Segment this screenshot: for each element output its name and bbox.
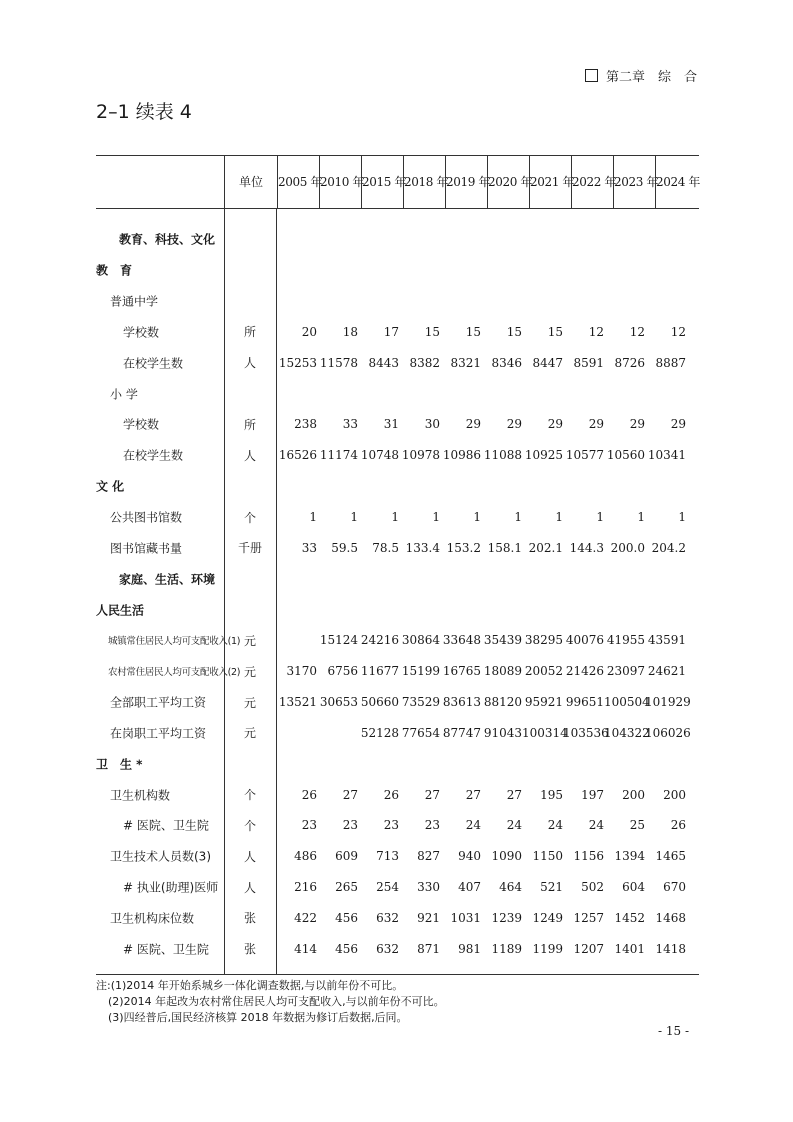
row-label: 在校学生数 xyxy=(123,356,184,371)
value-cell: 940 xyxy=(458,849,481,864)
value-cell: 78.5 xyxy=(372,540,399,555)
value-cell: 1 xyxy=(514,510,522,525)
value-cell: 59.5 xyxy=(331,540,358,555)
value-cell: 20052 xyxy=(524,664,563,679)
value-cell: 87747 xyxy=(442,725,481,740)
value-cell: 41955 xyxy=(606,633,645,648)
value-cell: 1249 xyxy=(532,910,563,925)
value-cell: 1394 xyxy=(614,849,645,864)
value-cell: 238 xyxy=(294,417,317,432)
value-cell: 17 xyxy=(383,324,399,339)
value-cell: 13521 xyxy=(278,695,317,710)
value-cell: 77654 xyxy=(401,725,440,740)
value-cell: 10577 xyxy=(565,448,604,463)
value-cell: 15199 xyxy=(401,664,440,679)
value-cell: 23 xyxy=(342,818,358,833)
table-row xyxy=(96,378,699,409)
value-cell: 12 xyxy=(670,324,686,339)
row-label: 学校数 xyxy=(123,417,160,432)
value-cell: 254 xyxy=(376,880,399,895)
value-cell: 40076 xyxy=(565,633,604,648)
value-cell: 106026 xyxy=(645,725,691,740)
value-cell: 265 xyxy=(335,880,358,895)
row-label: 城镇常住居民人均可支配收入(1) xyxy=(108,636,241,648)
value-cell: 15124 xyxy=(319,633,358,648)
value-cell: 10341 xyxy=(647,448,686,463)
value-cell: 1 xyxy=(473,510,481,525)
value-cell: 1468 xyxy=(655,910,686,925)
unit-cell: 个 xyxy=(243,510,256,525)
value-cell: 30864 xyxy=(401,633,440,648)
value-cell: 1156 xyxy=(573,849,604,864)
value-cell: 871 xyxy=(417,941,440,956)
row-label: 卫生机构数 xyxy=(110,788,171,803)
value-cell: 18 xyxy=(342,324,358,339)
value-cell: 27 xyxy=(506,787,522,802)
table-row xyxy=(96,502,699,533)
value-cell: 27 xyxy=(342,787,358,802)
value-cell: 1465 xyxy=(655,849,686,864)
table-row xyxy=(96,532,699,563)
value-cell: 35439 xyxy=(483,633,522,648)
chapter-title: 第二章 综 合 xyxy=(605,70,697,85)
square-icon xyxy=(585,69,598,82)
value-cell: 103536 xyxy=(563,725,609,740)
value-cell: 1452 xyxy=(614,910,645,925)
unit-cell: 元 xyxy=(243,664,256,679)
value-cell: 10986 xyxy=(442,448,481,463)
value-cell: 31 xyxy=(383,417,399,432)
value-cell: 100314 xyxy=(522,725,568,740)
value-cell: 8443 xyxy=(368,355,399,370)
table-row xyxy=(96,718,699,749)
value-cell: 1199 xyxy=(532,941,563,956)
table-row xyxy=(96,810,699,841)
value-cell: 99651 xyxy=(565,695,604,710)
row-label: 人民生活 xyxy=(96,603,145,618)
value-cell: 104322 xyxy=(604,725,650,740)
year-header: 2021 年 xyxy=(529,156,571,208)
value-cell: 1090 xyxy=(491,849,522,864)
row-label: 教 育 xyxy=(96,263,133,278)
value-cell: 1 xyxy=(432,510,440,525)
value-cell: 8321 xyxy=(450,355,481,370)
row-label: 农村常住居民人均可支配收入(2) xyxy=(108,667,241,679)
row-label: # 执业(助理)医师 xyxy=(123,880,219,895)
table-row xyxy=(96,779,699,810)
table-row xyxy=(96,687,699,718)
year-header: 2024 年 xyxy=(655,156,697,208)
year-header: 2018 年 xyxy=(403,156,445,208)
row-label: 普通中学 xyxy=(110,294,159,309)
value-cell: 24216 xyxy=(360,633,399,648)
table-row xyxy=(96,440,699,471)
value-cell: 91043 xyxy=(483,725,522,740)
value-cell: 23 xyxy=(301,818,317,833)
value-cell: 88120 xyxy=(483,695,522,710)
value-cell: 1 xyxy=(555,510,563,525)
value-cell: 8726 xyxy=(614,355,645,370)
value-cell: 15 xyxy=(506,324,522,339)
unit-cell: 所 xyxy=(243,325,256,340)
value-cell: 200 xyxy=(622,787,645,802)
value-cell: 15 xyxy=(465,324,481,339)
value-cell: 11174 xyxy=(319,448,358,463)
value-cell: 632 xyxy=(376,910,399,925)
value-cell: 1 xyxy=(391,510,399,525)
value-cell: 486 xyxy=(294,849,317,864)
value-cell: 29 xyxy=(670,417,686,432)
value-cell: 827 xyxy=(417,849,440,864)
value-cell: 43591 xyxy=(647,633,686,648)
value-cell: 200.0 xyxy=(610,540,645,555)
value-cell: 30653 xyxy=(319,695,358,710)
value-cell: 200 xyxy=(663,787,686,802)
table-row xyxy=(96,286,699,317)
row-label: # 医院、卫生院 xyxy=(123,818,209,833)
unit-cell: 千册 xyxy=(237,541,262,556)
value-cell: 202.1 xyxy=(528,540,563,555)
unit-cell: 所 xyxy=(243,417,256,432)
value-cell: 29 xyxy=(465,417,481,432)
value-cell: 133.4 xyxy=(405,540,440,555)
value-cell: 1 xyxy=(637,510,645,525)
year-header: 2010 年 xyxy=(319,156,361,208)
value-cell: 33648 xyxy=(442,633,481,648)
value-cell: 26 xyxy=(670,818,686,833)
row-label: 教育、科技、文化 xyxy=(119,232,216,247)
year-header: 2005 年 xyxy=(277,156,319,208)
value-cell: 921 xyxy=(417,910,440,925)
row-label: 卫 生 * xyxy=(96,757,143,772)
value-cell: 981 xyxy=(458,941,481,956)
row-label: 公共图书馆数 xyxy=(110,510,183,525)
year-header: 2023 年 xyxy=(613,156,655,208)
year-header: 2019 年 xyxy=(445,156,487,208)
table-row xyxy=(96,255,699,286)
value-cell: 24621 xyxy=(647,664,686,679)
table-row xyxy=(96,656,699,687)
unit-cell: 人 xyxy=(243,849,256,864)
value-cell: 12 xyxy=(629,324,645,339)
value-cell: 502 xyxy=(581,880,604,895)
value-cell: 195 xyxy=(540,787,563,802)
label-header-cell xyxy=(96,156,224,208)
value-cell: 604 xyxy=(622,880,645,895)
value-cell: 456 xyxy=(335,910,358,925)
unit-cell: 张 xyxy=(243,942,256,957)
row-label: 文 化 xyxy=(96,479,125,494)
value-cell: 24 xyxy=(465,818,481,833)
footnote: (3)四经普后,国民经济核算 2018 年数据为修订后数据,后同。 xyxy=(108,1011,408,1024)
value-cell: 670 xyxy=(663,880,686,895)
value-cell: 3170 xyxy=(286,664,317,679)
value-cell: 158.1 xyxy=(487,540,522,555)
year-header: 2020 年 xyxy=(487,156,529,208)
value-cell: 11578 xyxy=(319,355,358,370)
value-cell: 1207 xyxy=(573,941,604,956)
value-cell: 24 xyxy=(588,818,604,833)
value-cell: 1239 xyxy=(491,910,522,925)
value-cell: 1 xyxy=(678,510,686,525)
unit-cell: 个 xyxy=(243,788,256,803)
table-row xyxy=(96,625,699,656)
value-cell: 26 xyxy=(301,787,317,802)
footnotes xyxy=(96,978,445,1026)
value-cell: 16765 xyxy=(442,664,481,679)
value-cell: 6756 xyxy=(327,664,358,679)
value-cell: 73529 xyxy=(401,695,440,710)
value-cell: 101929 xyxy=(645,695,691,710)
value-cell: 10560 xyxy=(606,448,645,463)
footnote: 注:(1)2014 年开始系城乡一体化调查数据,与以前年份不可比。 xyxy=(96,979,404,992)
unit-cell: 人 xyxy=(243,880,256,895)
value-cell: 10978 xyxy=(401,448,440,463)
row-label: 学校数 xyxy=(123,325,160,340)
value-cell: 1150 xyxy=(532,849,563,864)
value-cell: 25 xyxy=(629,818,645,833)
value-cell: 26 xyxy=(383,787,399,802)
row-label: 卫生技术人员数(3) xyxy=(110,849,211,864)
value-cell: 29 xyxy=(588,417,604,432)
value-cell: 1418 xyxy=(655,941,686,956)
footnote: (2)2014 年起改为农村常住居民人均可支配收入,与以前年份不可比。 xyxy=(108,995,445,1008)
value-cell: 8346 xyxy=(491,355,522,370)
table-row xyxy=(96,471,699,502)
value-cell: 1189 xyxy=(491,941,522,956)
row-label: 在校学生数 xyxy=(123,448,184,463)
value-cell: 422 xyxy=(294,910,317,925)
row-label: 小 学 xyxy=(110,387,138,402)
unit-cell: 张 xyxy=(243,911,256,926)
value-cell: 1257 xyxy=(573,910,604,925)
value-cell: 24 xyxy=(547,818,563,833)
value-cell: 197 xyxy=(581,787,604,802)
table-row xyxy=(96,317,699,348)
page-title: 2–1 续表 4 xyxy=(96,101,192,123)
value-cell: 50660 xyxy=(360,695,399,710)
value-cell: 632 xyxy=(376,941,399,956)
value-cell: 33 xyxy=(301,540,317,555)
value-cell: 1401 xyxy=(614,941,645,956)
value-cell: 456 xyxy=(335,941,358,956)
table-row xyxy=(96,933,699,964)
value-cell: 153.2 xyxy=(446,540,481,555)
row-label: 在岗职工平均工资 xyxy=(110,726,207,741)
row-label: 图书馆藏书量 xyxy=(110,541,183,556)
table-row xyxy=(96,872,699,903)
value-cell: 10748 xyxy=(360,448,399,463)
unit-cell: 元 xyxy=(243,695,256,710)
value-cell: 16526 xyxy=(278,448,317,463)
row-label: 全部职工平均工资 xyxy=(110,695,207,710)
value-cell: 216 xyxy=(294,880,317,895)
value-cell: 38295 xyxy=(524,633,563,648)
value-cell: 8382 xyxy=(409,355,440,370)
chapter-header xyxy=(585,66,697,85)
value-cell: 11677 xyxy=(360,664,399,679)
unit-cell: 人 xyxy=(243,448,256,463)
table-row xyxy=(96,594,699,625)
value-cell: 10925 xyxy=(524,448,563,463)
table-row xyxy=(96,748,699,779)
table-row xyxy=(96,903,699,934)
value-cell: 204.2 xyxy=(651,540,686,555)
value-cell: 18089 xyxy=(483,664,522,679)
value-cell: 521 xyxy=(540,880,563,895)
value-cell: 100504 xyxy=(604,695,650,710)
value-cell: 29 xyxy=(506,417,522,432)
value-cell: 52128 xyxy=(360,725,399,740)
value-cell: 29 xyxy=(547,417,563,432)
table-row xyxy=(96,409,699,440)
value-cell: 1 xyxy=(350,510,358,525)
value-cell: 1 xyxy=(596,510,604,525)
value-cell: 20 xyxy=(301,324,317,339)
value-cell: 12 xyxy=(588,324,604,339)
table-row xyxy=(96,224,699,255)
value-cell: 8447 xyxy=(532,355,563,370)
value-cell: 8591 xyxy=(573,355,604,370)
statistics-table xyxy=(96,155,699,975)
row-label: 家庭、生活、环境 xyxy=(119,572,216,587)
value-cell: 609 xyxy=(335,849,358,864)
unit-cell: 元 xyxy=(243,633,256,648)
value-cell: 27 xyxy=(465,787,481,802)
value-cell: 23097 xyxy=(606,664,645,679)
value-cell: 15253 xyxy=(278,355,317,370)
value-cell: 1 xyxy=(309,510,317,525)
value-cell: 83613 xyxy=(442,695,481,710)
table-header-row xyxy=(96,155,699,209)
value-cell: 95921 xyxy=(524,695,563,710)
value-cell: 29 xyxy=(629,417,645,432)
page-number: - 15 - xyxy=(657,1024,689,1038)
value-cell: 464 xyxy=(499,880,522,895)
value-cell: 30 xyxy=(424,417,440,432)
table-row xyxy=(96,563,699,594)
table-body xyxy=(96,209,699,975)
value-cell: 21426 xyxy=(565,664,604,679)
year-header: 2022 年 xyxy=(571,156,613,208)
value-cell: 11088 xyxy=(483,448,522,463)
row-label: # 医院、卫生院 xyxy=(123,942,209,957)
value-cell: 15 xyxy=(424,324,440,339)
value-cell: 15 xyxy=(547,324,563,339)
value-cell: 24 xyxy=(506,818,522,833)
value-cell: 1031 xyxy=(450,910,481,925)
unit-header: 单位 xyxy=(224,156,277,208)
table-row xyxy=(96,347,699,378)
value-cell: 330 xyxy=(417,880,440,895)
value-cell: 33 xyxy=(342,417,358,432)
value-cell: 144.3 xyxy=(569,540,604,555)
year-header: 2015 年 xyxy=(361,156,403,208)
value-cell: 8887 xyxy=(655,355,686,370)
table-row xyxy=(96,841,699,872)
value-cell: 414 xyxy=(294,941,317,956)
value-cell: 713 xyxy=(376,849,399,864)
value-cell: 407 xyxy=(458,880,481,895)
unit-cell: 元 xyxy=(243,726,256,741)
value-cell: 27 xyxy=(424,787,440,802)
unit-cell: 个 xyxy=(243,818,256,833)
row-label: 卫生机构床位数 xyxy=(110,911,195,926)
value-cell: 23 xyxy=(383,818,399,833)
unit-cell: 人 xyxy=(243,356,256,371)
value-cell: 23 xyxy=(424,818,440,833)
